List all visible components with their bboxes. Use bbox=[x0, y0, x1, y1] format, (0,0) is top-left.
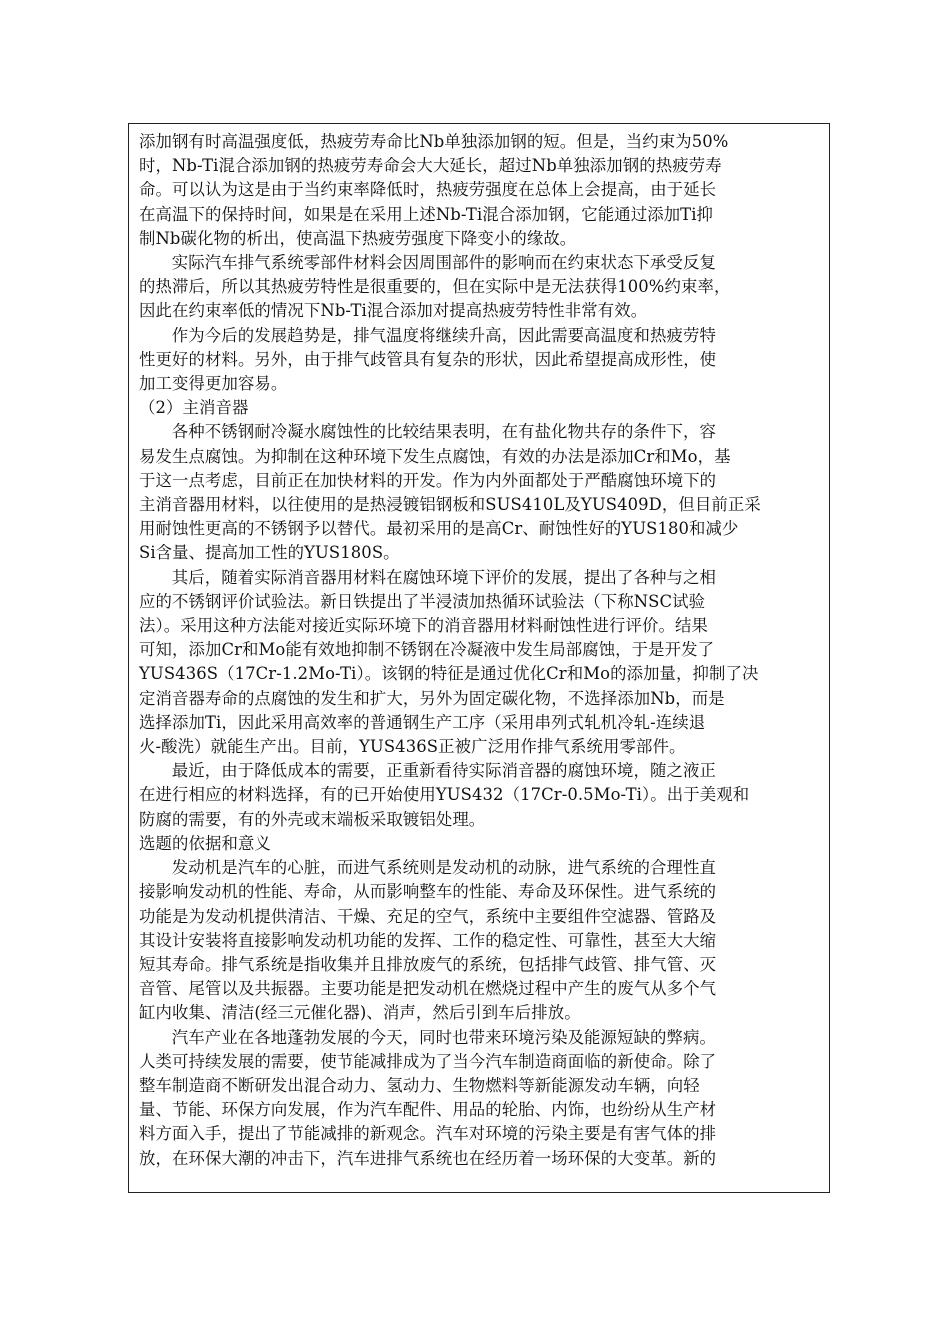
text-line: 用耐蚀性更高的不锈钢予以替代。最初采用的是高Cr、耐蚀性好的YUS180和减少 bbox=[139, 519, 739, 539]
text-line: 于这一点考虑，目前正在加快材料的开发。作为内外面都处于严酷腐蚀环境下的 bbox=[139, 470, 717, 490]
paragraph-industry-environment bbox=[139, 1026, 823, 1171]
text-line: 主消音器用材料，以往使用的是热浸镀铝钢板和SUS410L及YUS409D，但目前正采 bbox=[139, 495, 761, 515]
text-line: 整车制造商不断研发出混合动力、氢动力、生物燃料等新能源发动车辆，向轻 bbox=[139, 1075, 700, 1095]
text-line: 时，Nb-Ti混合添加钢的热疲劳寿命会大大延长，超过Nb单独添加钢的热疲劳寿 bbox=[139, 156, 722, 176]
text-line: 放，在环保大潮的冲击下，汽车进排气系统也在经历着一场环保的大变革。新的 bbox=[139, 1148, 717, 1168]
text-line: 的热滞后，所以其热疲劳特性是很重要的，但在实际中是无法获得100%约束率， bbox=[139, 277, 731, 297]
text-line: 量、节能、环保方向发展，作为汽车配件、用品的轮胎、内饰，也纷纷从生产材 bbox=[139, 1100, 717, 1120]
text-line: 发动机是汽车的心脏，而进气系统则是发动机的动脉，进气系统的合理性直 bbox=[171, 858, 716, 878]
heading-text: （2）主消音器 bbox=[139, 398, 249, 418]
text-line: 音管、尾管以及共振器。主要功能是把发动机在燃烧过程中产生的废气从多个气 bbox=[139, 979, 717, 999]
document-frame bbox=[128, 123, 830, 1193]
section-heading-main-muffler bbox=[139, 396, 823, 420]
paragraph-constraint-rate bbox=[139, 130, 823, 251]
text-line: 人类可持续发展的需要，使节能减排成为了当今汽车制造商面临的新使命。除了 bbox=[139, 1051, 717, 1071]
text-line: 选择添加Ti，因此采用高效率的普通钢生产工序（采用串列式轧机冷轧-连续退 bbox=[139, 712, 706, 732]
text-line: 火-酸洗）就能生产出。目前，YUS436S正被广泛用作排气系统用零部件。 bbox=[139, 737, 686, 757]
text-line: 防腐的需要，有的外壳或末端板采取镀铝处理。 bbox=[139, 809, 486, 829]
text-line: 性更好的材料。另外，由于排气歧管具有复杂的形状，因此希望提高成形性，使 bbox=[139, 349, 717, 369]
text-line: 料方面入手，提出了节能减排的新观念。汽车对环境的污染主要是有害气体的排 bbox=[139, 1124, 717, 1144]
text-line: 制Nb碳化物的析出，使高温下热疲劳强度下降变小的缘故。 bbox=[139, 228, 577, 248]
text-line: 命。可以认为这是由于当约束率降低时，热疲劳强度在总体上会提高，由于延长 bbox=[139, 180, 717, 200]
text-line: 法）。采用这种方法能对接近实际环境下的消音器用材料耐蚀性进行评价。结果 bbox=[139, 616, 708, 636]
text-line: 汽车产业在各地蓬勃发展的今天，同时也带来环境污染及能源短缺的弊病。 bbox=[171, 1027, 716, 1047]
paragraph-thermal-fatigue bbox=[139, 251, 823, 324]
text-line: 加工变得更加容易。 bbox=[139, 374, 288, 394]
paragraph-condensate-corrosion bbox=[139, 420, 823, 565]
text-line: Si含量、提高加工性的YUS180S。 bbox=[139, 543, 400, 563]
document-body bbox=[139, 130, 823, 1171]
paragraph-nsc-test bbox=[139, 566, 823, 760]
text-line: 可知，添加Cr和Mo能有效地抑制不锈钢在冷凝液中发生局部腐蚀，于是开发了 bbox=[139, 640, 715, 660]
text-line: 其设计安装将直接影响发动机功能的发挥、工作的稳定性、可靠性，甚至大大缩 bbox=[139, 930, 717, 950]
text-line: 作为今后的发展趋势是，排气温度将继续升高，因此需要高温度和热疲劳特 bbox=[171, 325, 716, 345]
text-line: 在进行相应的材料选择，有的已开始使用YUS432（17Cr-0.5Mo-Ti）。出于美观和 bbox=[139, 785, 750, 805]
text-line: 短其寿命。排气系统是指收集并且排放废气的系统，包括排气歧管、排气管、灭 bbox=[139, 954, 717, 974]
text-line: YUS436S（17Cr-1.2Mo-Ti）。该钢的特征是通过优化Cr和Mo的添加量，抑制了决 bbox=[139, 664, 759, 684]
text-line: 添加钢有时高温强度低，热疲劳寿命比Nb单独添加钢的短。但是，当约束为50% bbox=[139, 132, 729, 151]
paragraph-development-trend bbox=[139, 324, 823, 397]
text-line: 其后，随着实际消音器用材料在腐蚀环境下评价的发展，提出了各种与之相 bbox=[171, 567, 716, 587]
text-line: 定消音器寿命的点腐蚀的发生和扩大，另外为固定碳化物，不选择添加Nb，而是 bbox=[139, 688, 725, 708]
text-line: 在高温下的保持时间，如果是在采用上述Nb-Ti混合添加钢，它能通过添加Ti抑 bbox=[139, 204, 714, 224]
text-line: 缸内收集、清洁(经三元催化器)、消声，然后引到车后排放。 bbox=[139, 1003, 581, 1023]
text-line: 应的不锈钢评价试验法。新日铁提出了半浸渍加热循环试验法（下称NSC试验 bbox=[139, 591, 706, 611]
text-line: 接影响发动机的性能、寿命，从而影响整车的性能、寿命及环保性。进气系统的 bbox=[139, 882, 717, 902]
text-line: 各种不锈钢耐冷凝水腐蚀性的比较结果表明，在有盐化物共存的条件下，容 bbox=[171, 422, 716, 442]
paragraph-cost-reduction bbox=[139, 759, 823, 832]
text-line: 功能是为发动机提供清洁、干燥、充足的空气，系统中主要组件空滤器、管路及 bbox=[139, 906, 717, 926]
text-line: 因此在约束率低的情况下Nb-Ti混合添加对提高热疲劳特性非常有效。 bbox=[139, 301, 648, 321]
text-line: 易发生点腐蚀。为抑制在这种环境下发生点腐蚀，有效的办法是添加Cr和Mo，基 bbox=[139, 446, 731, 466]
section-heading-topic-basis bbox=[139, 832, 823, 856]
text-line: 实际汽车排气系统零部件材料会因周围部件的影响而在约束状态下承受反复 bbox=[171, 253, 716, 273]
paragraph-engine-intake bbox=[139, 856, 823, 1025]
text-line: 最近，由于降低成本的需要，正重新看待实际消音器的腐蚀环境，随之液正 bbox=[171, 761, 716, 781]
heading-text: 选题的依据和意义 bbox=[139, 833, 271, 853]
